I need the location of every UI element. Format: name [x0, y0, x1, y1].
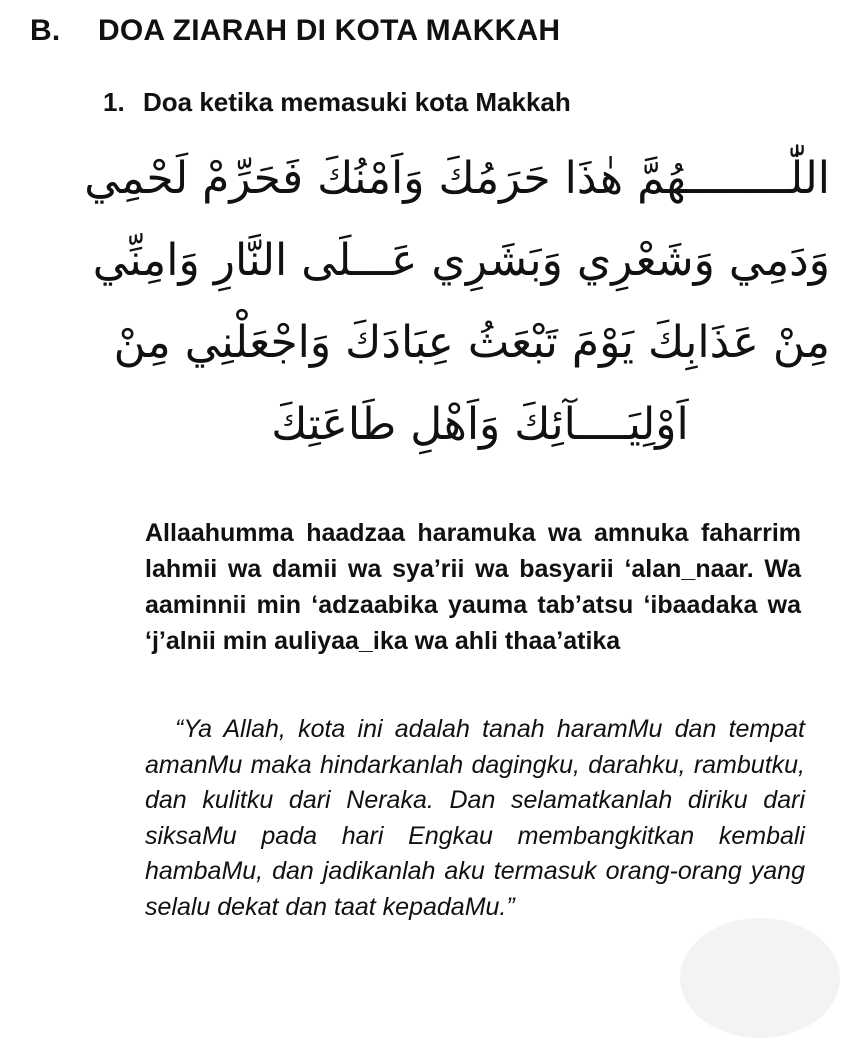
arabic-prayer: [84, 138, 830, 466]
arabic-line-2: وَدَمِي وَشَعْرِي وَبَشَرِي عَـــلَى النَّارِ وَامِنِّي: [92, 235, 830, 286]
item-number: 1.: [103, 87, 125, 117]
arabic-line-1: اللّٰــــــــهُمَّ هٰذَا حَرَمُكَ وَاَمْنُكَ فَحَرِّمْ لَحْمِي: [84, 153, 830, 204]
item-title: Doa ketika memasuki kota Makkah: [143, 87, 571, 117]
section-title: DOA ZIARAH DI KOTA MAKKAH: [98, 14, 561, 47]
arabic-line-3: مِنْ عَذَابِكَ يَوْمَ تَبْعَثُ عِبَادَكَ وَاجْعَلْنِي مِنْ: [113, 317, 830, 368]
corner-shadow: [680, 918, 840, 1038]
translation: “Ya Allah, kota ini adalah tanah haramMu dan tempat amanMu maka hindarkanlah dagingku, darahku, rambutku, dan kulitku dari Neraka. Dan selamatkanlah diriku dari siksaMu pada hari Engkau membangkitkan kembali hambaMu, dan jadikanlah aku termasuk orang-orang yang selalu dekat dan taat kepadaMu.”: [145, 715, 805, 921]
item-heading: [103, 87, 571, 118]
arabic-line-4: اَوْلِيَــــآئِكَ وَاَهْلِ طَاعَتِكَ: [271, 399, 689, 450]
section-letter: B.: [30, 14, 61, 47]
transliteration: Allaahumma haadzaa haramuka wa amnuka faharrim lahmii wa damii wa sya’rii wa basyarii ‘alan_naar. Wa aaminnii min ‘adzaabika yauma tab’atsu ‘ibaadaka wa ‘j’alnii min auliyaa_ika wa ahli thaa’atika: [145, 519, 801, 655]
section-heading: [30, 14, 560, 48]
